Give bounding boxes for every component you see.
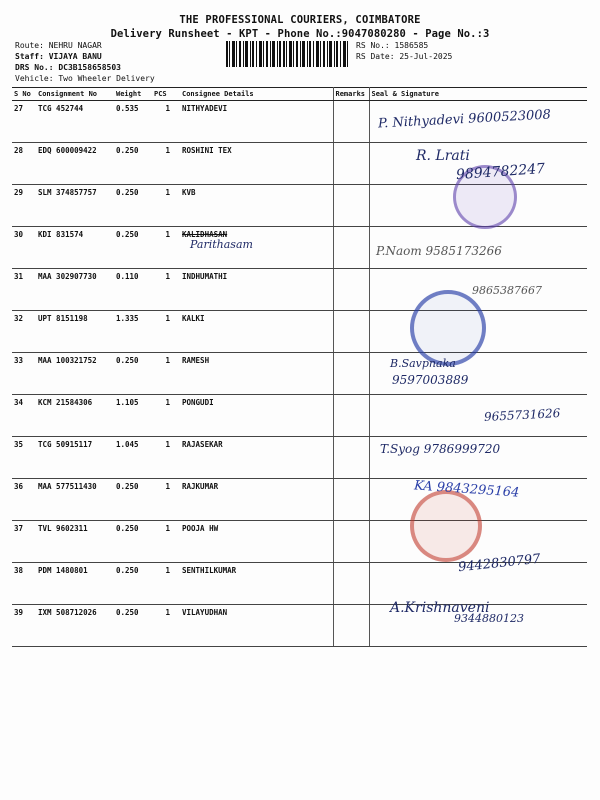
sno-cell: 31 — [12, 269, 36, 311]
remarks-cell — [333, 269, 369, 311]
weight-cell: 0.250 — [114, 185, 152, 227]
consignment-cell: IXM 508712026 — [36, 605, 114, 647]
consignee-cell: KALIDHASAN — [180, 227, 333, 269]
signature-30-name: Parithasam — [190, 238, 253, 251]
barcode — [226, 41, 348, 67]
sno-cell: 30 — [12, 227, 36, 269]
weight-cell: 0.250 — [114, 521, 152, 563]
remarks-cell — [333, 143, 369, 185]
table-header-row — [12, 88, 587, 101]
consignment-cell: UPT 8151198 — [36, 311, 114, 353]
weight-cell: 0.250 — [114, 353, 152, 395]
sno-cell: 35 — [12, 437, 36, 479]
signature-38: 9442830797 — [457, 551, 542, 576]
pcs-cell: 1 — [152, 227, 180, 269]
col-consignment: Consignment No — [36, 88, 114, 101]
signature-31: 9865387667 — [472, 284, 542, 297]
signature-39-name: A.Krishnaveni — [390, 600, 490, 616]
signature-36: KA 9843295164 — [413, 478, 520, 501]
signature-33-phone: 9597003889 — [392, 373, 469, 387]
weight-cell: 0.250 — [114, 143, 152, 185]
signature-28: R. Lrati — [416, 148, 470, 164]
consignee-cell: RAMESH — [180, 353, 333, 395]
weight-cell: 0.250 — [114, 479, 152, 521]
consignment-cell: KCM 21584306 — [36, 395, 114, 437]
rs-date: RS Date: 25-Jul-2025 — [356, 52, 453, 61]
consignment-cell: TCG 50915117 — [36, 437, 114, 479]
remarks-cell — [333, 395, 369, 437]
pcs-cell: 1 — [152, 311, 180, 353]
drs-number: DRS No.: DC3B158658503 — [15, 63, 121, 72]
consignee-cell: PONGUDI — [180, 395, 333, 437]
table-row — [12, 353, 587, 395]
consignment-cell: MAA 100321752 — [36, 353, 114, 395]
pcs-cell: 1 — [152, 563, 180, 605]
pcs-cell: 1 — [152, 353, 180, 395]
remarks-cell — [333, 479, 369, 521]
sno-cell: 34 — [12, 395, 36, 437]
consignee-cell: VILAYUDHAN — [180, 605, 333, 647]
consignment-cell: TCG 452744 — [36, 101, 114, 143]
company-title: THE PROFESSIONAL COURIERS, COIMBATORE — [179, 14, 421, 26]
consignee-cell: SENTHILKUMAR — [180, 563, 333, 605]
consignee-cell: INDHUMATHI — [180, 269, 333, 311]
consignment-cell: SLM 374857757 — [36, 185, 114, 227]
col-weight: Weight — [114, 88, 152, 101]
remarks-cell — [333, 563, 369, 605]
table-row — [12, 437, 587, 479]
weight-cell: 1.045 — [114, 437, 152, 479]
sno-cell: 36 — [12, 479, 36, 521]
signature-27: P. Nithyadevi 9600523008 — [377, 107, 552, 132]
consignment-cell: MAA 577511430 — [36, 479, 114, 521]
sno-cell: 39 — [12, 605, 36, 647]
weight-cell: 0.110 — [114, 269, 152, 311]
pcs-cell: 1 — [152, 437, 180, 479]
remarks-cell — [333, 605, 369, 647]
col-consignee: Consignee Details — [180, 88, 333, 101]
weight-cell: 0.250 — [114, 227, 152, 269]
table-row — [12, 605, 587, 647]
pcs-cell: 1 — [152, 479, 180, 521]
col-sno: S No — [12, 88, 36, 101]
signature-33-name: B.Savpnaka — [390, 357, 456, 370]
sno-cell: 29 — [12, 185, 36, 227]
sno-cell: 33 — [12, 353, 36, 395]
pcs-cell: 1 — [152, 101, 180, 143]
pcs-cell: 1 — [152, 143, 180, 185]
weight-cell: 1.335 — [114, 311, 152, 353]
signature-39-phone: 9344880123 — [454, 612, 524, 625]
pcs-cell: 1 — [152, 395, 180, 437]
consignee-cell: KALKI — [180, 311, 333, 353]
col-pcs: PCS — [152, 88, 180, 101]
weight-cell: 0.535 — [114, 101, 152, 143]
sno-cell: 37 — [12, 521, 36, 563]
stamp-kalki-round — [410, 290, 486, 366]
consignment-cell: KDI 831574 — [36, 227, 114, 269]
pcs-cell: 1 — [152, 269, 180, 311]
consignment-cell: TVL 9602311 — [36, 521, 114, 563]
stamp-red-round — [410, 490, 482, 562]
consignee-cell: ROSHINI TEX — [180, 143, 333, 185]
consignment-cell: EDQ 600009422 — [36, 143, 114, 185]
remarks-cell — [333, 353, 369, 395]
remarks-cell — [333, 521, 369, 563]
col-signature: Seal & Signature — [369, 88, 587, 101]
sno-cell: 28 — [12, 143, 36, 185]
consignee-cell: NITHYADEVI — [180, 101, 333, 143]
pcs-cell: 1 — [152, 605, 180, 647]
consignment-cell: MAA 302907730 — [36, 269, 114, 311]
remarks-cell — [333, 101, 369, 143]
runsheet-subtitle: Delivery Runsheet - KPT - Phone No.:9047080280 - Page No.:3 — [110, 28, 490, 40]
table-row — [12, 311, 587, 353]
remarks-cell — [333, 311, 369, 353]
weight-cell: 1.105 — [114, 395, 152, 437]
remarks-cell — [333, 437, 369, 479]
signature-35: T.Syog 9786999720 — [380, 442, 501, 456]
weight-cell: 0.250 — [114, 563, 152, 605]
signature-30: P.Naom 9585173266 — [376, 244, 502, 258]
consignment-cell: PDM 1480801 — [36, 563, 114, 605]
pcs-cell: 1 — [152, 185, 180, 227]
remarks-cell — [333, 227, 369, 269]
remarks-cell — [333, 185, 369, 227]
route-label: Route: NEHRU NAGAR — [15, 41, 102, 50]
sno-cell: 32 — [12, 311, 36, 353]
consignee-cell: KVB — [180, 185, 333, 227]
sno-cell: 27 — [12, 101, 36, 143]
signature-28-phone: 9894782247 — [455, 160, 546, 184]
sno-cell: 38 — [12, 563, 36, 605]
col-remarks: Remarks — [333, 88, 369, 101]
signature-34: 9655731626 — [483, 406, 561, 424]
weight-cell: 0.250 — [114, 605, 152, 647]
rs-number: RS No.: 1586585 — [356, 41, 429, 50]
consignee-cell: POOJA HW — [180, 521, 333, 563]
consignee-cell: RAJASEKAR — [180, 437, 333, 479]
vehicle-label: Vehicle: Two Wheeler Delivery — [15, 74, 155, 83]
consignee-cell: RAJKUMAR — [180, 479, 333, 521]
staff-label: Staff: VIJAYA BANU — [15, 52, 102, 61]
pcs-cell: 1 — [152, 521, 180, 563]
